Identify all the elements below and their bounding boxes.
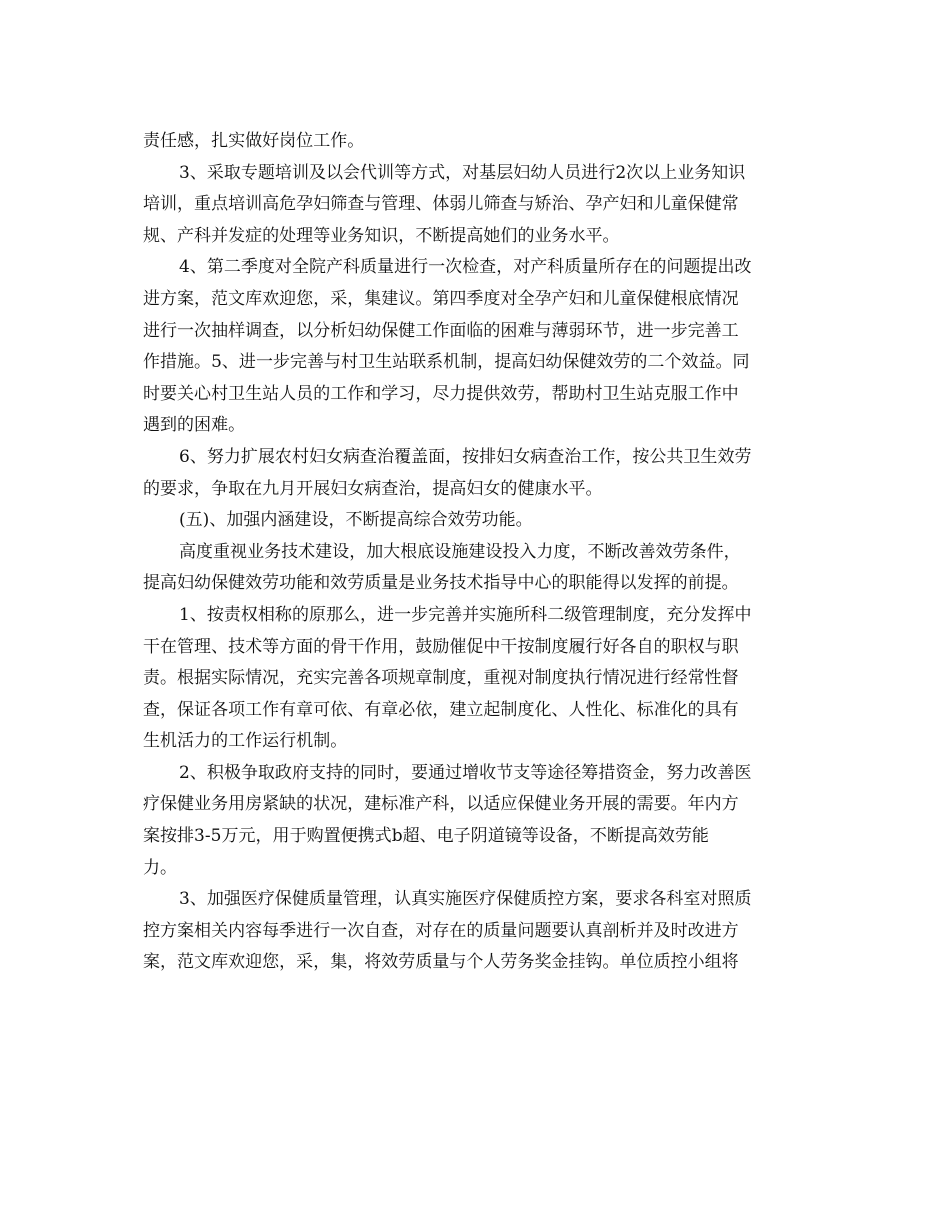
text-line: 3、采取专题培训及以会代训等方式，对基层妇幼人员进行2次以上业务知识 [179, 162, 746, 183]
text-line: 3、加强医疗保健质量管理，认真实施医疗保健质控方案，要求各科室对照质 [179, 889, 752, 910]
text-line: 时要关心村卫生站人员的工作和学习，尽力提供效劳，帮助村卫生站克服工作中 [143, 383, 739, 404]
text-line: 高度重视业务技术建设，加大根底设施建设投入力度，不断改善效劳条件， [179, 541, 741, 562]
document-body [143, 126, 808, 979]
text-line: 进方案，范文库欢迎您，采，集建议。第四季度对全孕产妇和儿童保健根底情况 [143, 288, 739, 309]
text-line: 4、第二季度对全院产科质量进行一次检查，对产科质量所存在的问题提出改 [179, 257, 752, 278]
text-line: 生机活力的工作运行机制。 [143, 731, 348, 752]
text-line: 案按排3-5万元，用于购置便携式b超、电子阴道镜等设备，不断提高效劳能 [143, 826, 709, 847]
text-line: 6、努力扩展农村妇女病查治覆盖面，按排妇女病查治工作，按公共卫生效劳 [179, 446, 752, 467]
text-line: 规、产科并发症的处理等业务知识，不断提高她们的业务水平。 [143, 225, 620, 246]
text-line: 查，保证各项工作有章可依、有章必依，建立起制度化、人性化、标准化的具有 [143, 699, 739, 720]
text-line: (五)、加强内涵建设，不断提高综合效劳功能。 [179, 510, 533, 531]
text-line: 案，范文库欢迎您，采，集，将效劳质量与个人劳务奖金挂钩。单位质控小组将 [143, 952, 739, 973]
text-line: 进行一次抽样调查，以分析妇幼保健工作面临的困难与薄弱环节，进一步完善工 [143, 320, 739, 341]
text-line: 作措施。5、进一步完善与村卫生站联系机制，提高妇幼保健效劳的二个效益。同 [143, 352, 750, 373]
text-line: 的要求，争取在九月开展妇女病查治，提高妇女的健康水平。 [143, 478, 603, 499]
text-line: 干在管理、技术等方面的骨干作用，鼓励催促中干按制度履行好各自的职权与职 [143, 636, 739, 657]
text-line: 责任感，扎实做好岗位工作。 [143, 131, 365, 151]
text-line: 提高妇幼保健效劳功能和效劳质量是业务技术指导中心的职能得以发挥的前提。 [143, 573, 739, 594]
text-line: 培训，重点培训高危孕妇筛查与管理、体弱儿筛查与矫治、孕产妇和儿童保健常 [143, 194, 739, 215]
text-line: 责。根据实际情况，充实完善各项规章制度，重视对制度执行情况进行经常性督 [143, 668, 739, 689]
text-line: 力。 [143, 857, 178, 878]
text-line: 遇到的困难。 [143, 415, 246, 436]
text-line: 1、按责权相称的原那么，进一步完善并实施所科二级管理制度，充分发挥中 [179, 604, 752, 625]
text-line: 控方案相关内容每季进行一次自查，对存在的质量问题要认真剖析并及时改进方 [143, 920, 739, 941]
text-line: 2、积极争取政府支持的同时，要通过增收节支等途径筹措资金，努力改善医 [179, 762, 752, 783]
text-line: 疗保健业务用房紧缺的状况，建标准产科，以适应保健业务开展的需要。年内方 [143, 794, 739, 815]
